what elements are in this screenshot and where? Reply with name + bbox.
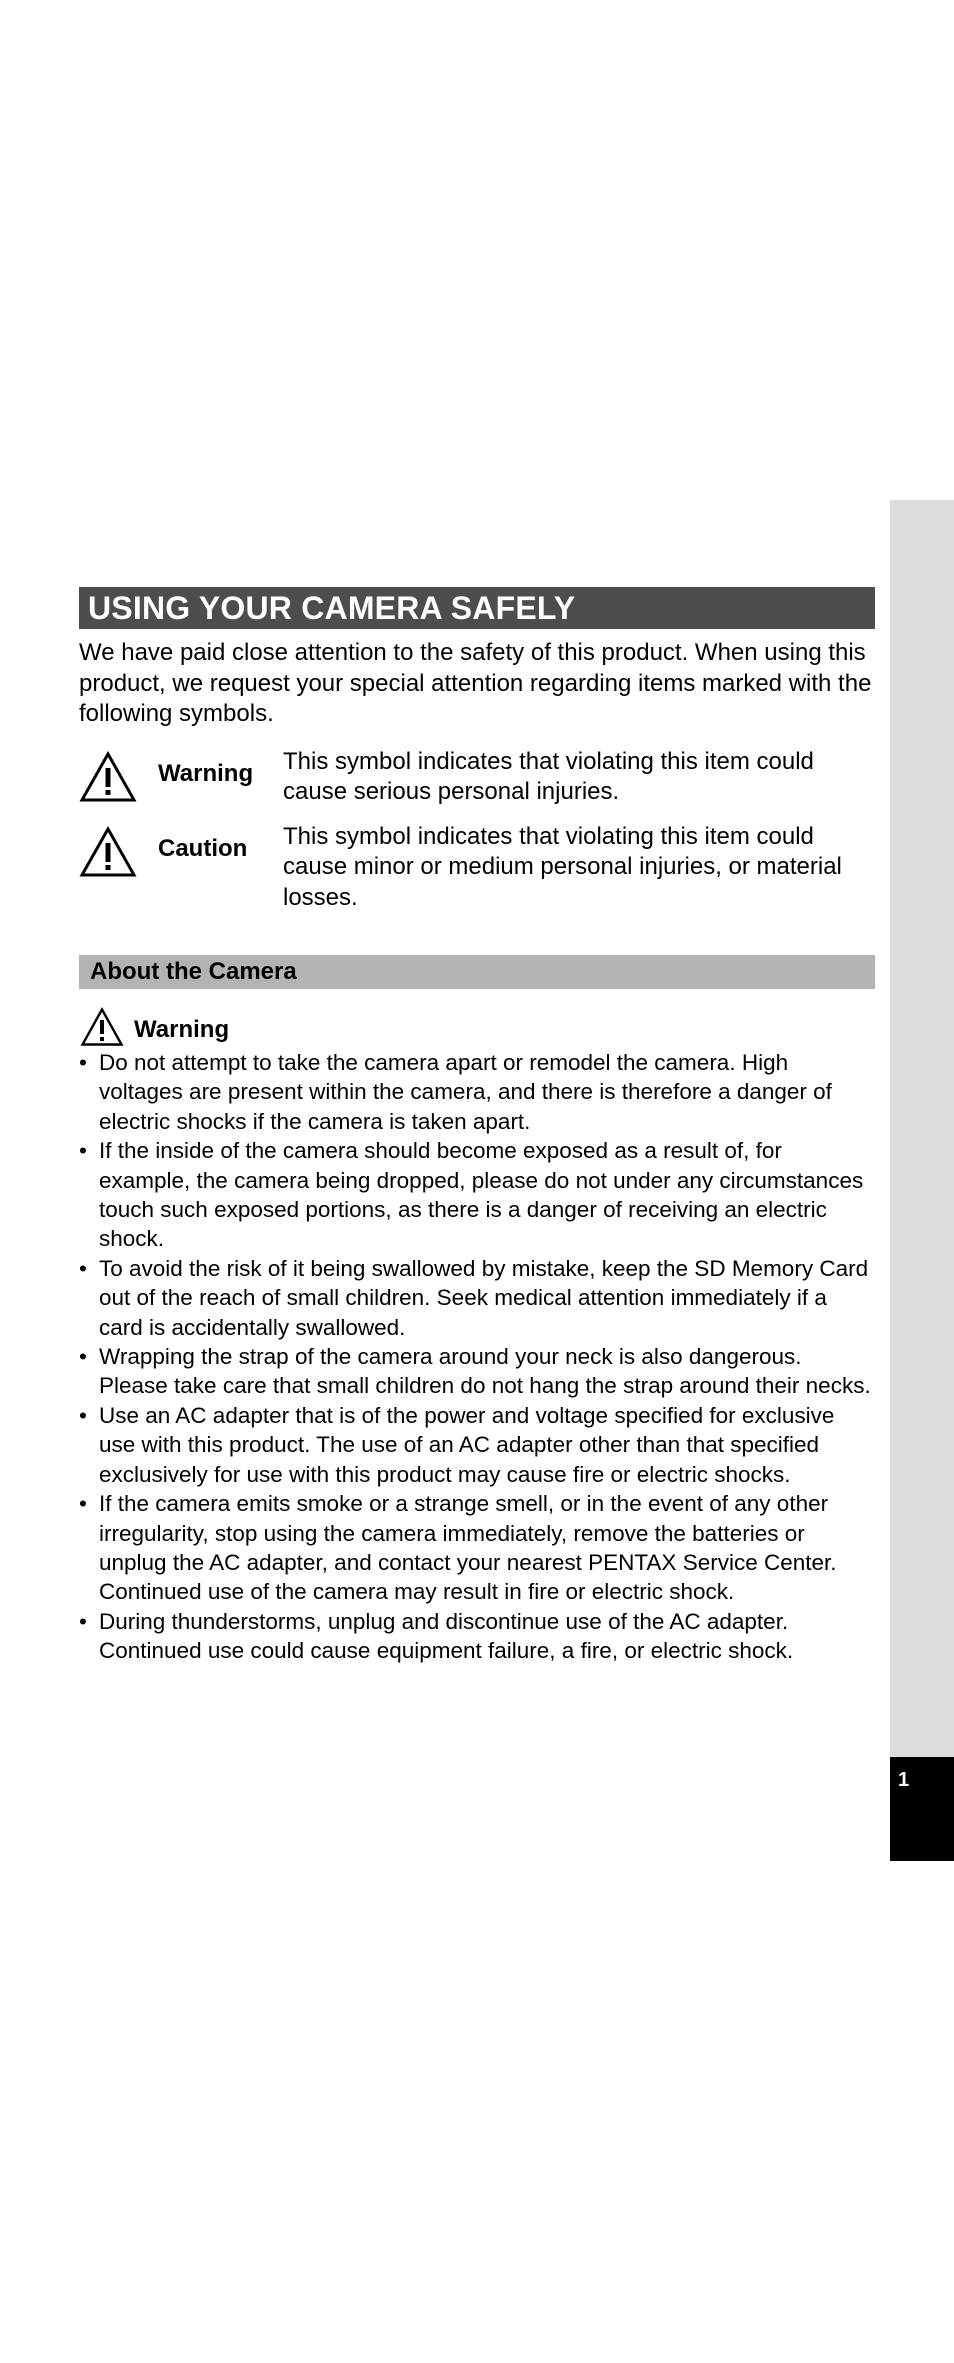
list-item-text: If the camera emits smoke or a strange smell, or in the event of any other irregularity, stop using the camera immediately, remove the batteries or unplug the AC adapter, and contact your nearest PENTAX Service Center. Continued use of the camera may result in fire or electric shock. — [99, 1491, 837, 1605]
bullet-glyph: • — [79, 1050, 87, 1075]
list-item-text: Use an AC adapter that is of the power and voltage specified for exclusive use with this product. The use of an AC adapter other than that specified exclusively for use with this product may cause fire or electric shocks. — [99, 1402, 835, 1487]
bullet-glyph: • — [79, 1255, 87, 1281]
page-content — [79, 587, 875, 1666]
warning-triangle-icon — [79, 1007, 126, 1047]
list-item-text: Do not attempt to take the camera apart or remodel the camera. High voltages are present within the camera, and there is therefore a danger of electric shocks if the camera is taken apart. — [99, 1050, 832, 1134]
page-number-block — [890, 1757, 954, 1861]
list-item-text: To avoid the risk of it being swallowed by mistake, keep the SD Memory Card out of the reach of small children. Seek medical attention immediately if a card is accidentally swallowed. — [99, 1255, 869, 1340]
symbol-label: Caution — [158, 834, 248, 862]
warning-label: Warning — [134, 1016, 230, 1043]
warning-triangle-icon — [79, 822, 139, 878]
section-heading: About the Camera — [79, 955, 875, 989]
symbol-label: Warning — [158, 759, 254, 787]
bullet-glyph: • — [79, 1491, 87, 1517]
list-item — [79, 1136, 875, 1254]
list-item — [79, 1254, 875, 1342]
bullet-glyph: • — [79, 1608, 87, 1634]
bullet-glyph: • — [79, 1138, 87, 1164]
list-item — [79, 1048, 875, 1136]
list-item — [79, 1607, 875, 1666]
symbol-row-caution — [79, 822, 875, 914]
list-item-text: Wrapping the strap of the camera around your neck is also dangerous. Please take care that small children do not hang the strap around their necks. — [99, 1344, 871, 1399]
symbol-description: This symbol indicates that violating this item could cause minor or medium personal injuries, or material losses. — [283, 822, 842, 911]
list-item — [79, 1401, 875, 1489]
list-item — [79, 1489, 875, 1607]
page-number: 1 — [898, 1769, 910, 1791]
warning-triangle-icon — [79, 747, 139, 803]
warning-list — [79, 1048, 875, 1666]
symbol-row-warning — [79, 747, 875, 808]
intro-paragraph: We have paid close attention to the safety of this product. When using this product, we request your special attention regarding items marked with the following symbols. — [79, 639, 872, 727]
section-warning-heading — [79, 1006, 875, 1048]
list-item-text: If the inside of the camera should become exposed as a result of, for example, the camera being dropped, please do not under any circumstances touch such exposed portions, as there is a danger of receiving an electric shock. — [99, 1138, 864, 1252]
symbol-description: This symbol indicates that violating this item could cause serious personal injuries. — [283, 747, 814, 805]
bullet-glyph: • — [79, 1402, 87, 1428]
bullet-glyph: • — [79, 1344, 87, 1370]
list-item-text: During thunderstorms, unplug and discontinue use of the AC adapter. Continued use could cause equipment failure, a fire, or electric shock. — [99, 1608, 794, 1664]
page-title: USING YOUR CAMERA SAFELY — [79, 587, 875, 629]
side-tab — [890, 500, 954, 1757]
list-item — [79, 1342, 875, 1401]
